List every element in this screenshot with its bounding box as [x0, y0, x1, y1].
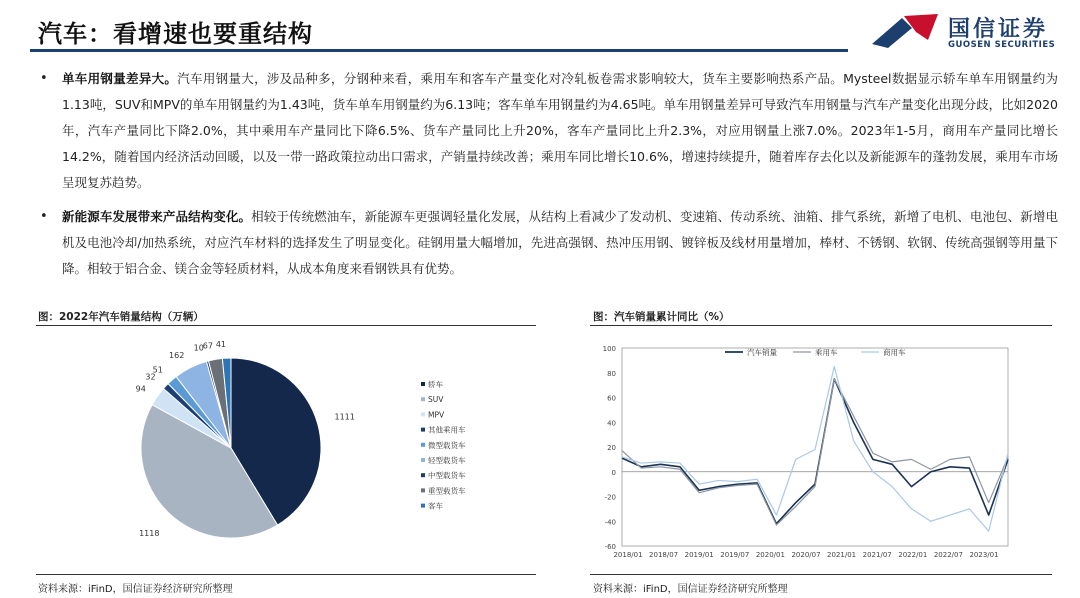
pie-legend-swatch-7 — [421, 488, 425, 492]
line-legend-label-2: 商用车 — [883, 348, 906, 357]
series-line-1 — [622, 379, 1008, 525]
line-caption-rule — [590, 325, 1052, 326]
y-tick-label-0: -60 — [604, 543, 616, 551]
bullet-dot: • — [40, 209, 48, 224]
series-line-2 — [622, 367, 1008, 532]
line-chart-caption: 图：汽车销量累计同比（%） — [593, 311, 730, 323]
pie-data-label-4: 51 — [152, 365, 163, 375]
pie-data-label-7: 67 — [202, 341, 213, 351]
x-tick-label-0: 2018/01 — [613, 551, 643, 559]
pie-source-rule — [36, 574, 536, 575]
pie-chart-svg — [36, 330, 536, 570]
line-source-note: 资料来源：iFinD，国信证券经济研究所整理 — [593, 584, 788, 595]
x-tick-label-9: 2022/07 — [933, 551, 963, 559]
pie-data-label-3: 32 — [145, 372, 156, 382]
title-underline — [30, 49, 848, 52]
logo-english-name: GUOSEN SECURITIES — [948, 40, 1056, 50]
bullet-dot: • — [40, 71, 48, 86]
pie-legend-label-6: 中型载货车 — [428, 471, 466, 481]
pie-legend-swatch-8 — [421, 504, 425, 508]
pie-legend-swatch-1 — [421, 397, 425, 401]
pie-legend-swatch-6 — [421, 473, 425, 477]
bullet-body: 汽车用钢量大，涉及品种多，分钢种来看，乘用车和客车产量变化对冷轧板卷需求影响较大，货车主要影响热系产品。Mysteel数据显示轿车单车用钢量约为1.13吨，SUV和MPV的单车用钢量约为1.43吨，货车单车用钢量约为6.13吨；客车单车用钢量约为4.65吨。单车用钢量差异可导致汽车用钢量与汽车产量变化出现分歧，比如2020年，汽车产量同比下降2.0%，其中乘用车产量同比下降6.5%、货车产量同比上升20%，客车产量同比上升2.3%，对应用钢量上涨7.0%。2023年1-5月，商用车产量同比增长14.2%，随着国内经济活动回暖，以及一带一路政策拉动出口需求，产销量持续改善；乘用车同比增长10.6%，增速持续提升，随着库存去化以及新能源车的蓬勃发展，乘用车市场呈现复苏趋势。 — [62, 71, 1058, 190]
x-tick-label-1: 2018/07 — [649, 551, 679, 559]
pie-legend-label-8: 客车 — [428, 501, 443, 511]
series-line-0 — [622, 379, 1008, 524]
pie-chart-caption: 图：2022年汽车销量结构（万辆） — [38, 311, 204, 323]
bullet-item — [38, 66, 1058, 196]
y-tick-label-7: 80 — [607, 369, 616, 378]
y-tick-label-3: 0 — [611, 468, 616, 477]
pie-legend-swatch-5 — [421, 458, 425, 462]
logo-mark-icon — [868, 10, 942, 52]
pie-caption-rule — [36, 325, 536, 326]
line-legend-label-0: 汽车销量 — [747, 348, 777, 357]
x-tick-label-4: 2020/01 — [755, 551, 785, 559]
x-tick-label-6: 2021/01 — [827, 551, 857, 559]
bullet-heading: 新能源车发展带来产品结构变化。 — [62, 209, 252, 224]
pie-legend-label-0: 轿车 — [428, 380, 443, 389]
pie-legend-label-4: 微型载货车 — [428, 440, 466, 450]
pie-data-label-0: 1111 — [334, 412, 355, 422]
logo-chinese-name: 国信证券 — [948, 17, 1049, 42]
bullet-heading: 单车用钢量差异大。 — [62, 71, 178, 86]
x-tick-label-2: 2019/01 — [684, 551, 714, 559]
pie-data-label-2: 94 — [135, 384, 146, 394]
x-tick-label-10: 2023/01 — [969, 551, 999, 559]
pie-data-label-1: 1118 — [139, 529, 160, 539]
pie-data-label-8: 41 — [215, 340, 227, 350]
company-logo — [868, 8, 1058, 54]
x-tick-label-3: 2019/07 — [720, 551, 750, 559]
page-title: 汽车：看增速也要重结构 — [38, 20, 313, 48]
bullet-body: 相较于传统燃油车，新能源车更强调轻量化发展，从结构上看减少了发动机、变速箱、传动系统、油箱、排气系统，新增了电机、电池包、新增电机及电池冷却/加热系统，对应汽车材料的选择发生了明显变化。硅钢用量大幅增加，先进高强钢、热冲压用钢、镀锌板及线材用量增加，棒材、不锈钢、软钢、传统高强钢等用量下降。相较于铝合金、镁合金等轻质材料，从成本角度来看钢铁具有优势。 — [62, 209, 1058, 276]
pie-legend-swatch-3 — [421, 428, 425, 432]
x-tick-label-5: 2020/07 — [791, 551, 821, 559]
y-tick-label-4: 20 — [607, 444, 616, 452]
pie-legend-label-1: SUV — [428, 395, 444, 405]
y-tick-label-6: 60 — [607, 394, 616, 403]
bullet-list — [38, 66, 1058, 290]
x-tick-label-7: 2021/07 — [862, 551, 892, 559]
pie-data-label-5: 162 — [169, 351, 185, 361]
pie-legend-label-3: 其他乘用车 — [428, 425, 466, 435]
pie-data-label-6: 10 — [193, 343, 204, 353]
pie-legend-swatch-2 — [421, 412, 425, 416]
pie-legend-label-5: 轻型载货车 — [428, 456, 466, 465]
line-legend-label-1: 乘用车 — [815, 348, 838, 357]
y-tick-label-8: 100 — [602, 345, 616, 353]
y-tick-label-2: -20 — [604, 493, 616, 502]
line-source-rule — [590, 574, 1052, 575]
pie-legend-swatch-0 — [421, 382, 425, 386]
y-tick-label-1: -40 — [604, 518, 616, 527]
pie-legend-label-2: MPV — [428, 410, 445, 420]
pie-legend-label-7: 重型载货车 — [428, 486, 466, 496]
pie-legend-swatch-4 — [421, 443, 425, 447]
line-chart — [590, 330, 1050, 566]
x-tick-label-8: 2022/01 — [898, 551, 928, 559]
line-chart-svg — [590, 330, 1050, 566]
pie-source-note: 资料来源：iFinD，国信证券经济研究所整理 — [38, 584, 233, 595]
pie-chart — [36, 330, 536, 570]
bullet-item — [38, 204, 1058, 282]
y-tick-label-5: 40 — [607, 419, 616, 428]
